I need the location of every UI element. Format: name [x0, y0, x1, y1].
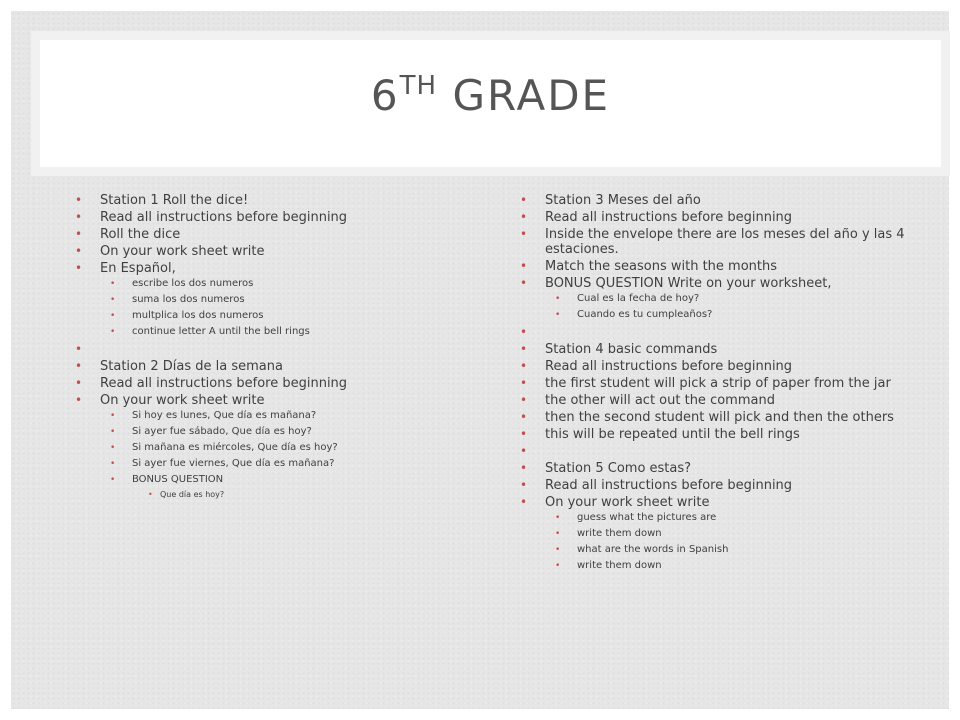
bullet-item [520, 444, 915, 459]
title-ordinal: TH [399, 71, 438, 101]
bullet-item: • Station 2 Días de la semana [75, 359, 470, 374]
bullet-item: • Station 3 Meses del año [520, 193, 915, 208]
bullet-item: • En Español, [75, 261, 470, 276]
slide [11, 11, 949, 709]
bullet-item: • the first student will pick a strip of paper from the jar [520, 376, 915, 391]
bullet-item: • Read all instructions before beginning [75, 376, 470, 391]
bullet-item: • Read all instructions before beginning [520, 359, 915, 374]
bullet-item: • Cuando es tu cumpleaños? [520, 309, 915, 321]
bullet-item: • the other will act out the command [520, 393, 915, 408]
bullet-item: • Si ayer fue viernes, Que día es mañana? [75, 458, 470, 470]
bullet-item: • Si hoy es lunes, Que día es mañana? [75, 410, 470, 422]
bullet-item: • guess what the pictures are [520, 512, 915, 524]
bullet-item: • Cual es la fecha de hoy? [520, 293, 915, 305]
bullet-item: • On your work sheet write [75, 244, 470, 259]
bullet-item: • On your work sheet write [75, 393, 470, 408]
bullet-item: • Match the seasons with the months [520, 259, 915, 274]
bullet-item: • Read all instructions before beginning [520, 210, 915, 225]
bullet-item: • Station 1 Roll the dice! [75, 193, 470, 208]
right-bullet-list [520, 193, 915, 572]
bullet-item: • Station 5 Como estas? [520, 461, 915, 476]
bullet-item: • Station 4 basic commands [520, 342, 915, 357]
slide-title [40, 62, 941, 120]
left-column [75, 193, 470, 503]
bullet-item [75, 342, 470, 357]
bullet-item: • then the second student will pick and then the others [520, 410, 915, 425]
bullet-item: • BONUS QUESTION Write on your worksheet, [520, 276, 915, 291]
title-number: 6 [370, 71, 400, 120]
bullet-item: • write them down [520, 528, 915, 540]
bullet-item: • Si ayer fue sábado, Que día es hoy? [75, 426, 470, 438]
bullet-item: • suma los dos numeros [75, 294, 470, 306]
bullet-item: • what are the words in Spanish [520, 544, 915, 556]
bullet-item: • Read all instructions before beginning [75, 210, 470, 225]
bullet-item: • this will be repeated until the bell rings [520, 427, 915, 442]
bullet-item: • write them down [520, 560, 915, 572]
bullet-item: • multplica los dos numeros [75, 310, 470, 322]
bullet-item: • Que día es hoy? [75, 490, 470, 500]
bullet-item [520, 325, 915, 340]
bullet-item: • Si mañana es miércoles, Que día es hoy? [75, 442, 470, 454]
title-box [40, 40, 941, 167]
bullet-item: • BONUS QUESTION [75, 474, 470, 486]
bullet-item: • Read all instructions before beginning [520, 478, 915, 493]
bullet-item: • Inside the envelope there are los meses del año y las 4 estaciones. [520, 227, 915, 257]
bullet-item: • Roll the dice [75, 227, 470, 242]
left-bullet-list [75, 193, 470, 500]
bullet-item: • escribe los dos numeros [75, 278, 470, 290]
bullet-item: • continue letter A until the bell rings [75, 326, 470, 338]
title-word: GRADE [452, 71, 611, 120]
right-column [520, 193, 915, 576]
bullet-item: • On your work sheet write [520, 495, 915, 510]
